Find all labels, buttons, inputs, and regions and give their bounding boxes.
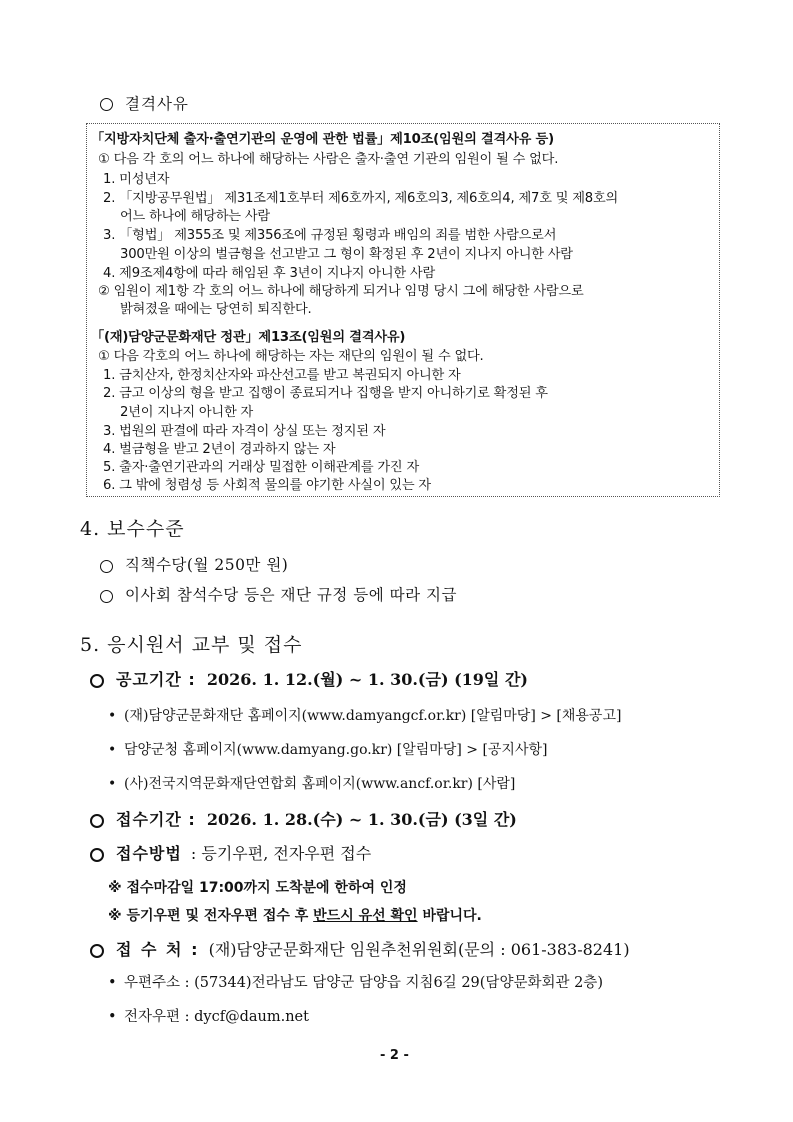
section4-item: 직책수당(월 250만 원)	[100, 553, 288, 575]
dot-bullet-icon: •	[108, 776, 117, 792]
law2-line: 2. 금고 이상의 형을 받고 집행이 종료되거나 집행을 받지 아니하기로 확정된 후	[103, 386, 548, 401]
notice-site: • (재)담양군문화재단 홈페이지(www.damyangcf.or.kr) [알림마당] > [채용공고]	[108, 708, 622, 724]
deadline-note: ※ 접수마감일 17:00까지 도착분에 한하여 인정	[108, 880, 407, 896]
confirm-note: ※ 등기우편 및 전자우편 접수 후 반드시 유선 확인 바랍니다.	[108, 908, 482, 924]
circle-bullet-icon	[90, 674, 104, 688]
law1-line: 4. 제9조제4항에 따라 해임된 후 3년이 지나지 아니한 사람	[103, 266, 436, 281]
dot-bullet-icon: •	[108, 1009, 117, 1025]
law1-line: ① 다음 각 호의 어느 하나에 해당하는 사람은 출자·출연 기관의 임원이 될 수 없다.	[98, 152, 559, 167]
dot-bullet-icon: •	[108, 708, 117, 724]
section4-item: 이사회 참석수당 등은 재단 규정 등에 따라 지급	[100, 583, 457, 605]
law2-line: 3. 법원의 판결에 따라 자격이 상실 또는 정지된 자	[103, 424, 386, 439]
circle-bullet-icon	[90, 848, 104, 862]
law1-line: 1. 미성년자	[103, 172, 170, 187]
law2-title: 「(재)담양군문화재단 정관」제13조(임원의 결격사유)	[91, 330, 406, 345]
law1-line: ② 임원이 제1항 각 호의 어느 하나에 해당하게 되거나 임명 당시 그에 해당한 사람으로	[98, 284, 584, 299]
email-line: • 전자우편 : dycf@daum.net	[108, 1009, 309, 1025]
receipt-place-row: 접 수 처 : (재)담양군문화재단 임원추천위원회(문의 : 061-383-8241)	[90, 937, 630, 960]
law2-line: 1. 금치산자, 한정치산자와 파산선고를 받고 복권되지 아니한 자	[103, 368, 461, 383]
circle-bullet-icon	[100, 590, 113, 603]
law1-line: 300만원 이상의 벌금형을 선고받고 그 형이 확정된 후 2년이 지나지 아니한 사람	[120, 247, 573, 262]
page-number: - 2 -	[380, 1048, 409, 1063]
law2-line: 4. 벌금형을 받고 2년이 경과하지 않는 자	[103, 442, 336, 457]
law1-title: 「지방자치단체 출자·출연기관의 운영에 관한 법률」제10조(임원의 결격사유 등)	[91, 132, 554, 147]
circle-bullet-icon	[100, 560, 113, 573]
law2-line: 6. 그 밖에 청렴성 등 사회적 물의를 야기한 사실이 있는 자	[103, 478, 431, 493]
circle-bullet-icon	[90, 944, 104, 958]
section4-heading: 4. 보수수준	[80, 518, 185, 540]
law2-line: 5. 출자·출연기관과의 거래상 밀접한 이해관계를 가진 자	[103, 460, 419, 475]
notice-period-row: 공고기간 : 2026. 1. 12.(월) ~ 1. 30.(금) (19일 간)	[90, 667, 528, 690]
law1-line: 3. 「형법」 제355조 및 제356조에 규정된 횡령과 배임의 죄를 범한 사람으로서	[103, 228, 557, 243]
law1-line: 2. 「지방공무원법」 제31조제1호부터 제6호까지, 제6호의3, 제6호의4, 제7호 및 제8호의	[103, 191, 619, 206]
law2-line: 2년이 지나지 아니한 자	[120, 405, 254, 420]
address-line: • 우편주소 : (57344)전라남도 담양군 담양읍 지침6길 29(담양문화회관 2층)	[108, 975, 603, 991]
disqualification-heading: 결격사유	[100, 92, 189, 114]
section5-heading: 5. 응시원서 교부 및 접수	[80, 634, 303, 656]
law2-line: ① 다음 각호의 어느 하나에 해당하는 자는 재단의 임원이 될 수 없다.	[98, 349, 484, 364]
law1-line: 밝혀졌을 때에는 당연히 퇴직한다.	[120, 302, 312, 317]
circle-bullet-icon	[100, 98, 113, 111]
circle-bullet-icon	[90, 814, 104, 828]
receipt-method-row: 접수방법 : 등기우편, 전자우편 접수	[90, 841, 371, 864]
notice-site: • (사)전국지역문화재단연합회 홈페이지(www.ancf.or.kr) [사람]	[108, 776, 516, 792]
dot-bullet-icon: •	[108, 742, 117, 758]
dot-bullet-icon: •	[108, 975, 117, 991]
law1-line: 어느 하나에 해당하는 사람	[120, 209, 270, 224]
notice-site: • 담양군청 홈페이지(www.damyang.go.kr) [알림마당] > [공지사항]	[108, 742, 548, 758]
receipt-period-row: 접수기간 : 2026. 1. 28.(수) ~ 1. 30.(금) (3일 간)	[90, 807, 517, 830]
